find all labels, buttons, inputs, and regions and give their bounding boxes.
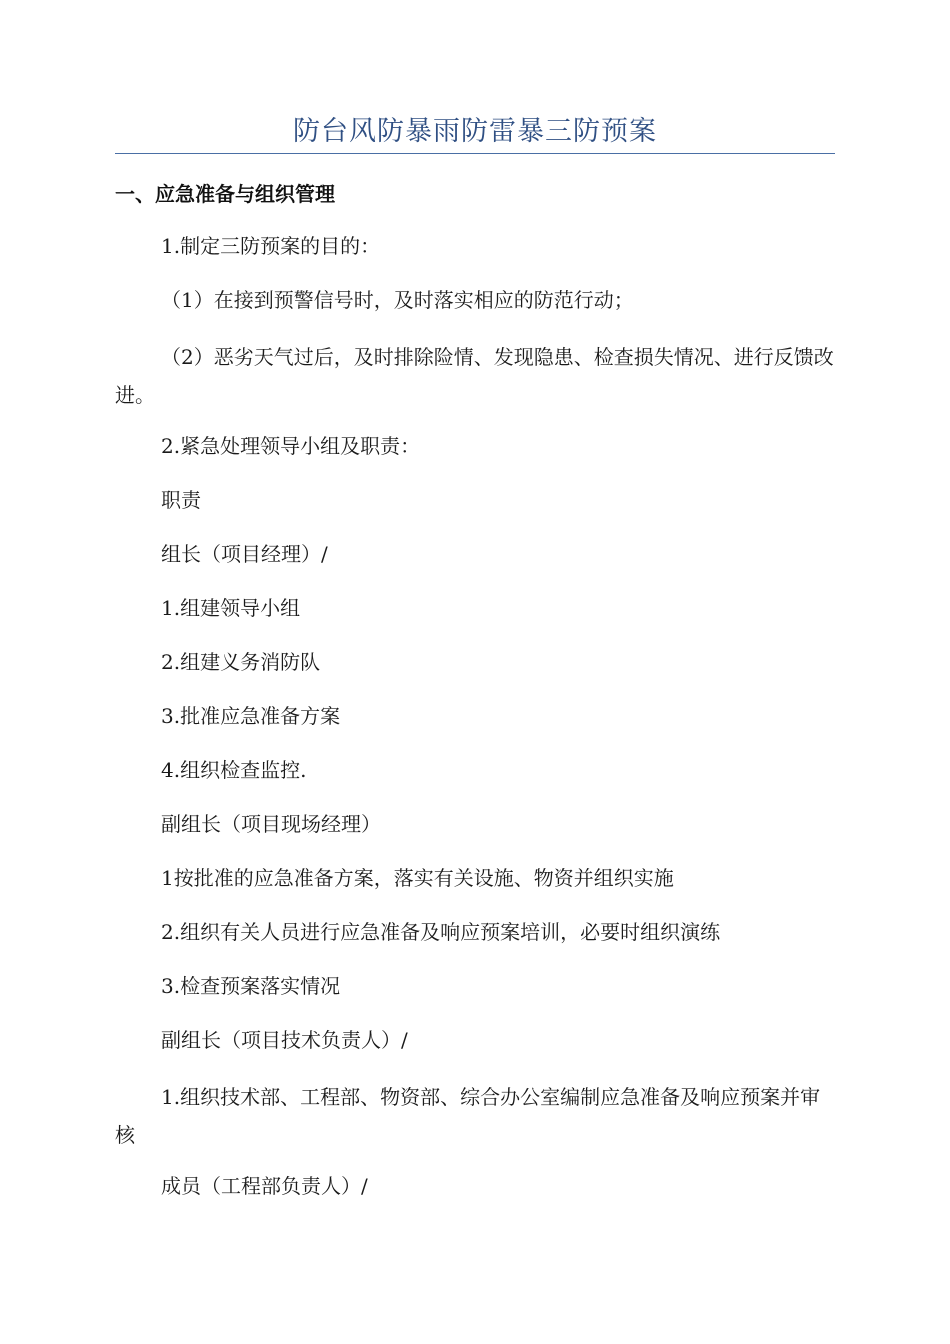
paragraph: 成员（工程部负责人）/ [161, 1174, 368, 1198]
paragraph: 2.组建义务消防队 [161, 650, 321, 674]
paragraph: 1.组建领导小组 [161, 596, 301, 620]
paragraph: 3.批准应急准备方案 [161, 704, 341, 728]
document-body [115, 230, 835, 1224]
paragraph: 1.制定三防预案的目的： [161, 234, 381, 258]
section-heading: 一、应急准备与组织管理 [115, 182, 335, 206]
paragraph: 1按批准的应急准备方案，落实有关设施、物资并组织实施 [161, 866, 674, 890]
paragraph: 职责 [161, 488, 201, 512]
paragraph: 副组长（项目现场经理） [161, 812, 381, 836]
paragraph: 3.检查预案落实情况 [161, 974, 341, 998]
title-underline [115, 153, 835, 154]
paragraph: （2）恶劣天气过后，及时排除险情、发现隐患、检查损失情况、进行反馈改进。 [115, 345, 834, 407]
document-title: 防台风防暴雨防雷暴三防预案 [293, 116, 657, 147]
paragraph: 副组长（项目技术负责人）/ [161, 1028, 408, 1052]
paragraph: 4.组织检查监控. [161, 758, 307, 782]
paragraph: （1）在接到预警信号时，及时落实相应的防范行动； [161, 288, 634, 312]
paragraph: 2.组织有关人员进行应急准备及响应预案培训，必要时组织演练 [161, 920, 721, 944]
paragraph: 1.组织技术部、工程部、物资部、综合办公室编制应急准备及响应预案并审核 [115, 1085, 821, 1147]
paragraph: 2.紧急处理领导小组及职责： [161, 434, 421, 458]
paragraph: 组长（项目经理）/ [161, 542, 328, 566]
